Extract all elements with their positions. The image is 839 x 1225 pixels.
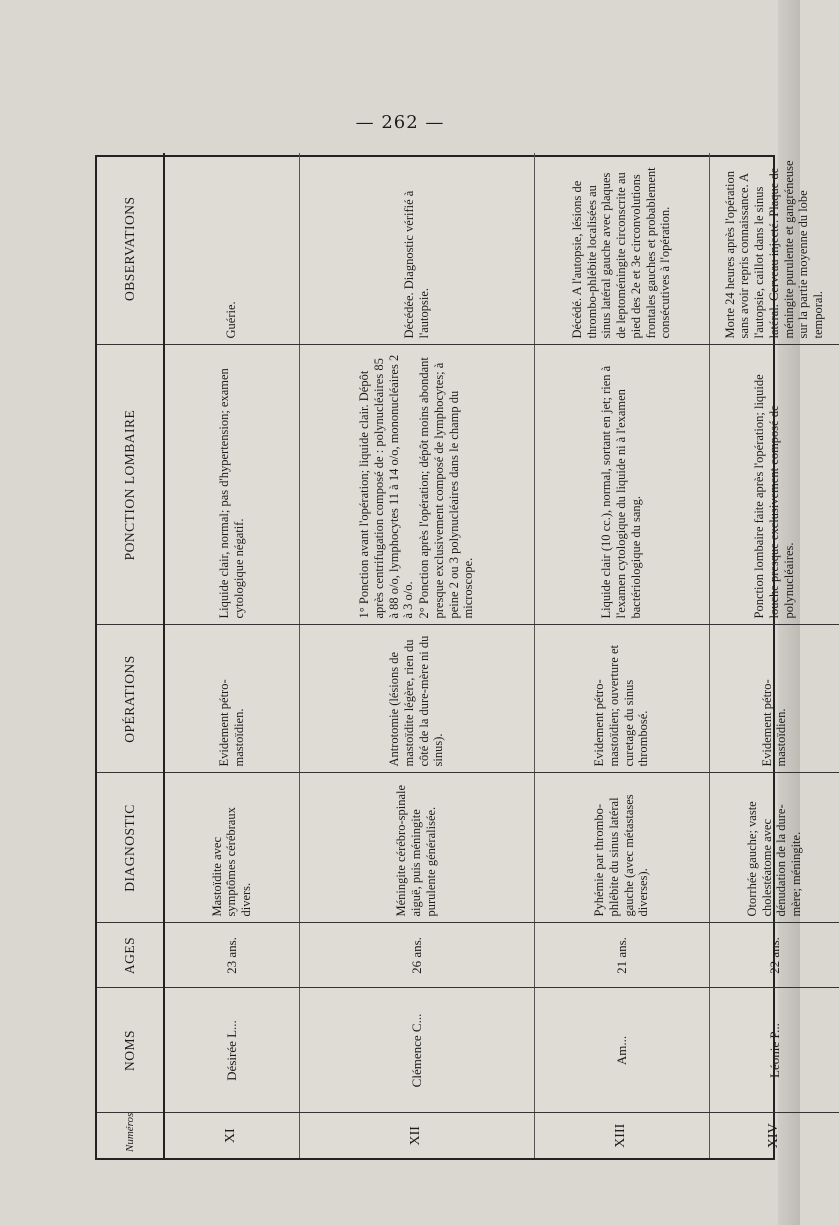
case-number: XI [223, 1128, 239, 1144]
diagnostic-cell: Pyhémie par thrombo-phlébite du sinus latéral gauche (avec métastases diverses). [534, 773, 709, 923]
ponction-cell [709, 345, 839, 625]
header-ponction: PONCTION LOMBAIRE [97, 345, 164, 625]
patient-name: Désirée L... [164, 988, 299, 1113]
diagnostic-cell: Méningite cérébro-spinale aiguë, puis méningite purulente généralisée. [299, 773, 534, 923]
case-row-xiii [534, 153, 709, 1158]
header-numeros: Numéros [97, 1113, 164, 1158]
operation-cell: Antrotomie (lésions de mastoïdite légère, rien du côté de la dure-mère ni du sinus). [299, 625, 534, 773]
patient-name: Am... [534, 988, 709, 1113]
header-ages: AGES [97, 923, 164, 988]
cases-table-grid [97, 153, 839, 1158]
operation-cell: Evidement pétro-mastoïdien; ouverture et curetage du sinus thrombosé. [534, 625, 709, 773]
patient-age: 22 ans. [709, 923, 839, 988]
header-noms: NOMS [97, 988, 164, 1113]
ponction-paragraph: Liquide clair (10 cc.), normal, sortant en jet; rien à l'examen cytologique du liquide ni à l'examen bactériologique du sang. [599, 365, 643, 619]
ponction-paragraph: 2° Ponction après l'opération; dépôt moins abondant presque exclusivement composé de lymphocytes; à peine 2 ou 3 polynucléaires dans le champ du microscope. [417, 357, 476, 619]
patient-name: Léonie P... [709, 988, 839, 1113]
patient-age: 23 ans. [164, 923, 299, 988]
header-observations: OBSERVATIONS [97, 153, 164, 345]
ponction-cell [534, 345, 709, 625]
case-number: XII [299, 1113, 534, 1158]
header-row [97, 153, 164, 1158]
ponction-cell [299, 345, 534, 625]
diagnostic-cell: Otorrhée gauche; vaste cholestéatome avec dénudation de la dure-mère; méningite. [709, 773, 839, 923]
operation-cell: Evidement pétro-mastoïdien. [709, 625, 839, 773]
header-diagnostic: DIAGNOSTIC [97, 773, 164, 923]
cases-table [95, 155, 826, 1160]
page-number: — 262 — [355, 112, 445, 133]
operation-cell: Evidement pétro-mastoïdien. [164, 625, 299, 773]
patient-age: 26 ans. [299, 923, 534, 988]
ponction-paragraph: Liquide clair, normal; pas d'hypertension; examen cytologique négatif. [217, 368, 246, 619]
case-row-xi [164, 153, 299, 1158]
observation-cell: Décédé. A l'autopsie, lésions de thrombo-phlébite localisées au sinus latéral gauche avec plaques de leptoméningite circonscrite au pied des 2e et 3e circonvolutions frontales gauches et probablement consécutives à l'opération. [534, 153, 709, 345]
ponction-cell [164, 345, 299, 625]
patient-name: Clémence C... [299, 988, 534, 1113]
ponction-paragraph: 1° Ponction avant l'opération; liquide clair. Dépôt après centrifugation composé de : polynucléaires 85 à 88 o/o, lymphocytes 11 à 14 o/o, mononucléaires 2 à 3 o/o. [357, 354, 416, 619]
case-number: XIII [534, 1113, 709, 1158]
diagnostic-cell: Mastoïdite avec symptômes cérébraux divers. [164, 773, 299, 923]
case-number: XIV [709, 1113, 839, 1158]
observation-cell: Morte 24 heures après l'opération sans avoir repris connaissance. A l'autopsie, caillot dans le sinus latéral. Cerveau injecté. Plaque de méningite purulente et gangréneuse sur la partie moyenne du lobe temporal. [709, 153, 839, 345]
ponction-paragraph: Ponction lombaire faite après l'opération; liquide louche presque exclusivement composé de polynucléaires. [752, 374, 796, 619]
patient-age: 21 ans. [534, 923, 709, 988]
header-operations: OPÉRATIONS [97, 625, 164, 773]
observation-cell: Décédée. Diagnostic vérifié à l'autopsie. [299, 153, 534, 345]
observation-cell: Guérie. [164, 153, 299, 345]
case-row-xii [299, 153, 534, 1158]
case-row-xiv [709, 153, 839, 1158]
